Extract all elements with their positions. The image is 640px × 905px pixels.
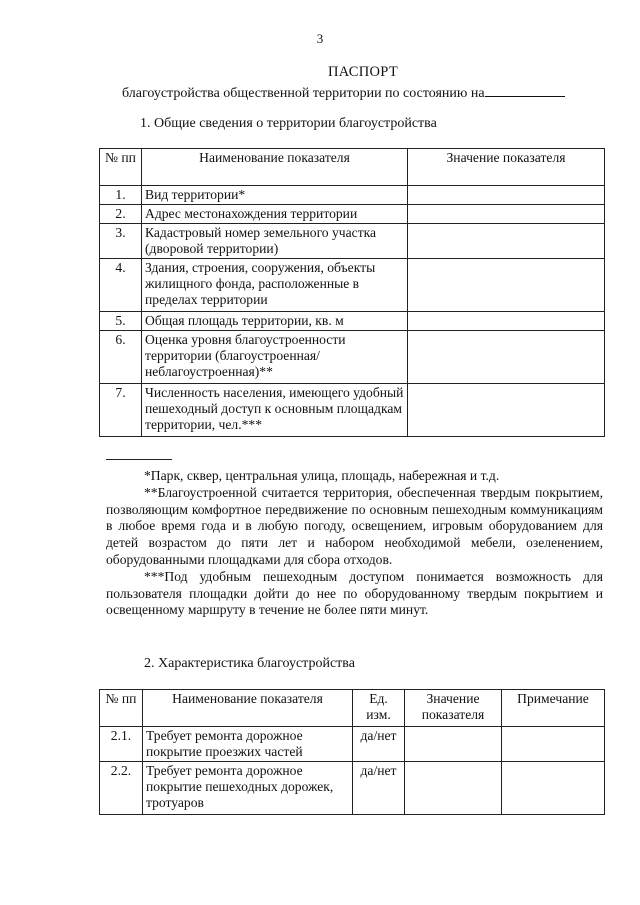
row-num: 2.1. [100, 727, 143, 762]
subtitle-text: благоустройства общественной территории по состоянию на [122, 86, 485, 101]
row-value-cell [408, 331, 605, 384]
footnote-separator [106, 459, 172, 460]
row-value-cell [408, 384, 605, 437]
table-header-row [100, 149, 605, 186]
footnote-1: *Парк, сквер, центральная улица, площадь, набережная и т.д. [144, 468, 500, 483]
row-name: Численность населения, имеющего удобный пешеходный доступ к основным площадкам территории, чел.*** [142, 384, 408, 437]
table-row [100, 384, 605, 437]
row-value-cell [408, 224, 605, 259]
table-row [100, 205, 605, 224]
document-title: ПАСПОРТ [327, 64, 399, 80]
footnotes [106, 468, 603, 619]
row-name: Вид территории* [142, 186, 408, 205]
date-blank-line [485, 84, 565, 97]
general-info-table [99, 148, 605, 437]
header-unit: Ед. изм. [353, 690, 405, 727]
header-name: Наименование показателя [142, 149, 408, 186]
table-row [100, 259, 605, 312]
document-subtitle [122, 84, 565, 102]
table-row [100, 186, 605, 205]
section1-heading: 1. Общие сведения о территории благоустройства [140, 116, 437, 131]
row-value-cell [408, 312, 605, 331]
row-value-cell [408, 259, 605, 312]
row-num: 7. [100, 384, 142, 437]
row-num: 4. [100, 259, 142, 312]
footnote-2: **Благоустроенной считается территория, обеспеченная твердым покрытием, позволяющим комфортное передвижение по основным пешеходным коммуникациям в любое время года и в любую погоду, освещением, игровым оборудованием для детей возрастом до пяти лет и набором необходимой мебели, озеленением, оборудованными площадками для сбора отходов. [106, 484, 603, 567]
table-row [100, 312, 605, 331]
row-name: Кадастровый номер земельного участка (дворовой территории) [142, 224, 408, 259]
row-num: 6. [100, 331, 142, 384]
table-row [100, 762, 605, 815]
row-name: Адрес местонахождения территории [142, 205, 408, 224]
row-value-cell [405, 727, 502, 762]
row-num: 2. [100, 205, 142, 224]
table-row [100, 727, 605, 762]
row-note-cell [502, 762, 605, 815]
row-num: 5. [100, 312, 142, 331]
row-num: 3. [100, 224, 142, 259]
row-num: 1. [100, 186, 142, 205]
header-note: Примечание [502, 690, 605, 727]
row-value-cell [408, 205, 605, 224]
row-name: Требует ремонта дорожное покрытие проезжих частей [143, 727, 353, 762]
row-unit: да/нет [353, 762, 405, 815]
row-name: Требует ремонта дорожное покрытие пешеходных дорожек, тротуаров [143, 762, 353, 815]
row-value-cell [408, 186, 605, 205]
table-row [100, 331, 605, 384]
characteristics-table [99, 689, 605, 815]
table-header-row [100, 690, 605, 727]
row-name: Оценка уровня благоустроенности территории (благоустроенная/ неблагоустроенная)** [142, 331, 408, 384]
page-number: 3 [316, 31, 324, 46]
footnote-3: ***Под удобным пешеходным доступом понимается возможность для пользователя площадки дойти до нее по оборудованному твердым покрытием и освещенному маршруту в течение не более пяти минут. [106, 568, 603, 618]
section2-heading: 2. Характеристика благоустройства [144, 656, 355, 671]
header-num: № пп [100, 690, 143, 727]
header-value: Значение показателя [405, 690, 502, 727]
header-num: № пп [100, 149, 142, 186]
header-value: Значение показателя [408, 149, 605, 186]
row-unit: да/нет [353, 727, 405, 762]
header-name: Наименование показателя [143, 690, 353, 727]
row-name: Общая площадь территории, кв. м [142, 312, 408, 331]
row-name: Здания, строения, сооружения, объекты жилищного фонда, расположенные в пределах территории [142, 259, 408, 312]
table-row [100, 224, 605, 259]
row-note-cell [502, 727, 605, 762]
row-num: 2.2. [100, 762, 143, 815]
row-value-cell [405, 762, 502, 815]
